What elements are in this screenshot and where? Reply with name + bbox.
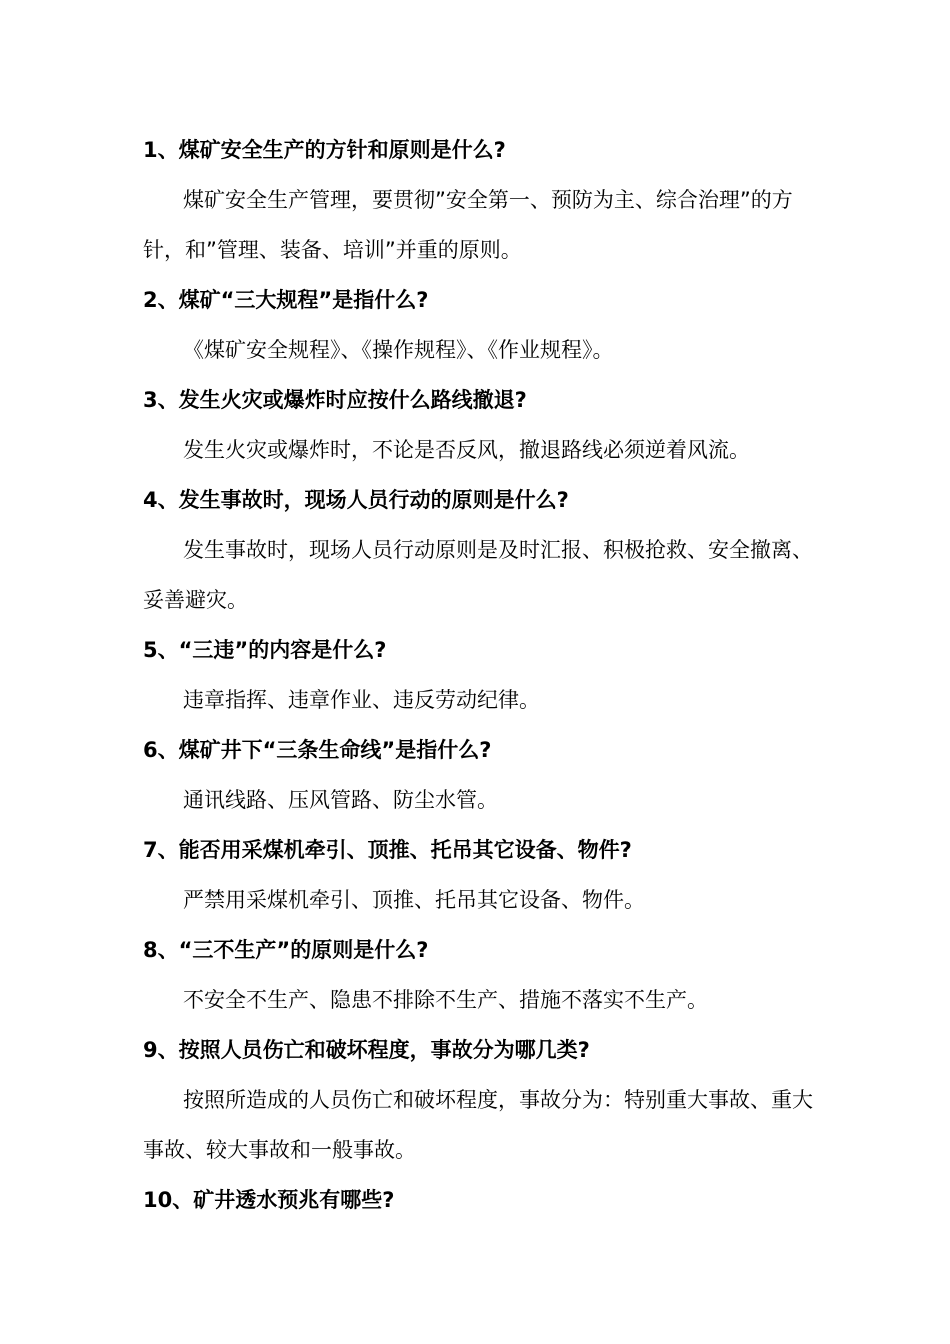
answer-9: 按照所造成的人员伤亡和破坏程度，事故分为：特别重大事故、重大事故、较大事故和一般事故。 <box>143 1088 813 1162</box>
qa-item-9 <box>143 1025 823 1175</box>
question-8: 8、“三不生产”的原则是什么? <box>143 938 429 962</box>
question-1: 1、煤矿安全生产的方针和原则是什么? <box>143 138 506 162</box>
answer-2: 《煤矿安全规程》、《操作规程》、《作业规程》。 <box>183 338 614 362</box>
qa-item-1 <box>143 125 823 275</box>
qa-list <box>143 125 823 1225</box>
question-7: 7、能否用采煤机牵引、顶推、托吊其它设备、物件? <box>143 838 632 862</box>
answer-6: 通讯线路、压风管路、防尘水管。 <box>183 788 498 812</box>
answer-5: 违章指挥、违章作业、违反劳动纪律。 <box>183 688 540 712</box>
question-4: 4、发生事故时，现场人员行动的原则是什么? <box>143 488 569 512</box>
answer-7: 严禁用采煤机牵引、顶推、托吊其它设备、物件。 <box>183 888 645 912</box>
qa-item-7 <box>143 825 823 925</box>
qa-item-10 <box>143 1175 823 1225</box>
question-2: 2、煤矿“三大规程”是指什么? <box>143 288 429 312</box>
question-3: 3、发生火灾或爆炸时应按什么路线撤退? <box>143 388 527 412</box>
answer-1: 煤矿安全生产管理，要贯彻”安全第一、预防为主、综合治理”的方针，和”管理、装备、培训”并重的原则。 <box>143 188 793 262</box>
answer-4: 发生事故时，现场人员行动原则是及时汇报、积极抢救、安全撤离、妥善避灾。 <box>143 538 813 612</box>
answer-3: 发生火灾或爆炸时，不论是否反风，撤退路线必须逆着风流。 <box>183 438 750 462</box>
qa-item-2 <box>143 275 823 375</box>
question-6: 6、煤矿井下“三条生命线”是指什么? <box>143 738 492 762</box>
question-9: 9、按照人员伤亡和破坏程度，事故分为哪几类? <box>143 1038 590 1062</box>
qa-item-8 <box>143 925 823 1025</box>
qa-item-5 <box>143 625 823 725</box>
qa-item-4 <box>143 475 823 625</box>
question-5: 5、“三违”的内容是什么? <box>143 638 387 662</box>
answer-8: 不安全不生产、隐患不排除不生产、措施不落实不生产。 <box>183 988 708 1012</box>
question-10: 10、矿井透水预兆有哪些? <box>143 1188 395 1212</box>
qa-item-3 <box>143 375 823 475</box>
qa-item-6 <box>143 725 823 825</box>
